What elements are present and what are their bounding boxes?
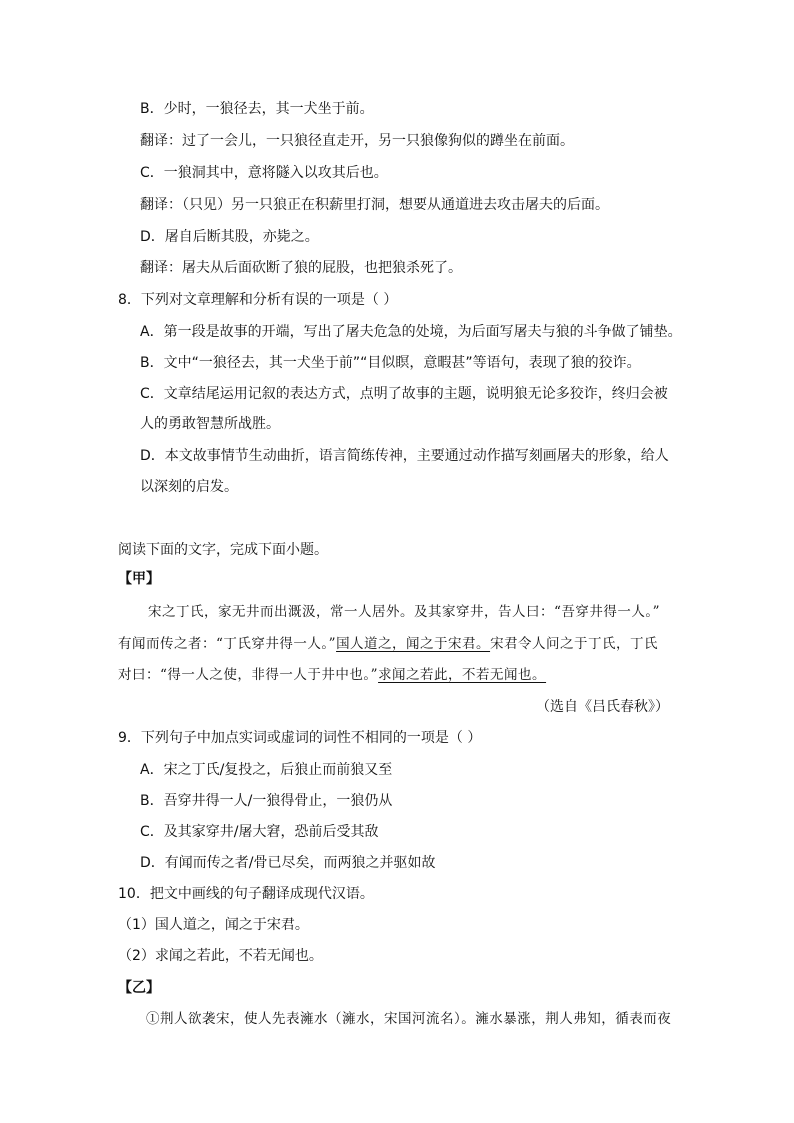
question-8-option-c-cont: 人的勇敢智慧所战胜。 bbox=[140, 416, 280, 432]
passage-jia-line-2-a: 有闻而传之者：“丁氏穿井得一人。” bbox=[118, 636, 337, 652]
underlined-sentence-2: 求闻之若此，不若无闻也。 bbox=[378, 667, 547, 683]
underlined-sentence-1: 国人道之，闻之于宋君。 bbox=[336, 636, 491, 652]
question-9-stem: 9．下列句子中加点实词或虚词的词性不相同的一项是（ ） bbox=[118, 730, 482, 746]
option-b-line: B．少时，一狼径去，其一犬坐于前。 bbox=[140, 101, 374, 117]
question-8-stem: 8．下列对文章理解和分析有误的一项是（ ） bbox=[118, 292, 398, 308]
option-d-translation: 翻译：屠夫从后面砍断了狼的屁股，也把狼杀死了。 bbox=[140, 260, 462, 276]
passage-jia-line-3-a: 对曰：“得一人之使，非得一人于井中也。” bbox=[118, 667, 379, 683]
option-b-translation: 翻译：过了一会儿，一只狼径直走开，另一只狼像狗似的蹲坐在前面。 bbox=[140, 133, 574, 149]
passage-jia-line-3 bbox=[118, 665, 546, 685]
question-9-option-a: A．宋之丁氏/复投之，后狼止而前狼又至 bbox=[140, 762, 393, 778]
passage-jia-line-2-c: 宋君令人问之于丁氏，丁氏 bbox=[490, 636, 659, 652]
option-c-line: C．一狼洞其中，意将隧入以攻其后也。 bbox=[140, 165, 388, 181]
option-c-translation: 翻译：（只见）另一只狼正在积薪里打洞，想要从通道进去攻击屠夫的后面。 bbox=[140, 197, 609, 213]
section-yi-label: 【乙】 bbox=[118, 980, 160, 996]
question-8-option-a: A．第一段是故事的开端，写出了屠夫危急的处境，为后面写屠夫与狼的斗争做了铺垫。 bbox=[140, 324, 682, 340]
question-10-stem: 10．把文中画线的句子翻译成现代汉语。 bbox=[118, 886, 374, 902]
question-9-option-d: D．有闻而传之者/骨已尽矣，而两狼之并驱如故 bbox=[140, 855, 436, 871]
passage-jia-line-2 bbox=[118, 634, 658, 654]
question-9-option-c: C．及其家穿井/屠大窘，恐前后受其敌 bbox=[140, 824, 379, 840]
option-d-line: D．屠自后断其股，亦毙之。 bbox=[140, 229, 319, 245]
question-8-option-d: D．本文故事情节生动曲折，语言简练传神，主要通过动作描写刻画屠夫的形象，给人 bbox=[140, 448, 669, 464]
section-jia-label: 【甲】 bbox=[118, 571, 160, 587]
question-8-option-b: B．文中“一狼径去，其一犬坐于前”“目似瞑，意暇甚”等语句，表现了狼的狡诈。 bbox=[140, 355, 641, 371]
passage-jia-line-1: 宋之丁氏，家无井而出溉汲，常一人居外。及其家穿井，告人曰：“吾穿井得一人。” bbox=[148, 604, 661, 620]
reading-intro: 阅读下面的文字，完成下面小题。 bbox=[118, 542, 328, 558]
question-9-option-b: B．吾穿井得一人/一狼得骨止，一狼仍从 bbox=[140, 793, 393, 809]
question-10-sentence-1: （1）国人道之，闻之于宋君。 bbox=[118, 917, 309, 933]
question-8-option-d-cont: 以深刻的启发。 bbox=[140, 479, 238, 495]
passage-yi-line-1: ①荆人欲袭宋，使人先表澭水（澭水，宋国河流名）。澭水暴涨，荆人弗知，循表而夜 bbox=[146, 1011, 672, 1027]
question-8-option-c: C．文章结尾运用记叙的表达方式，点明了故事的主题，说明狼无论多狡诈，终归会被 bbox=[140, 386, 668, 402]
passage-source: （选自《吕氏春秋》） bbox=[536, 699, 669, 715]
question-10-sentence-2: （2）求闻之若此，不若无闻也。 bbox=[118, 948, 323, 964]
